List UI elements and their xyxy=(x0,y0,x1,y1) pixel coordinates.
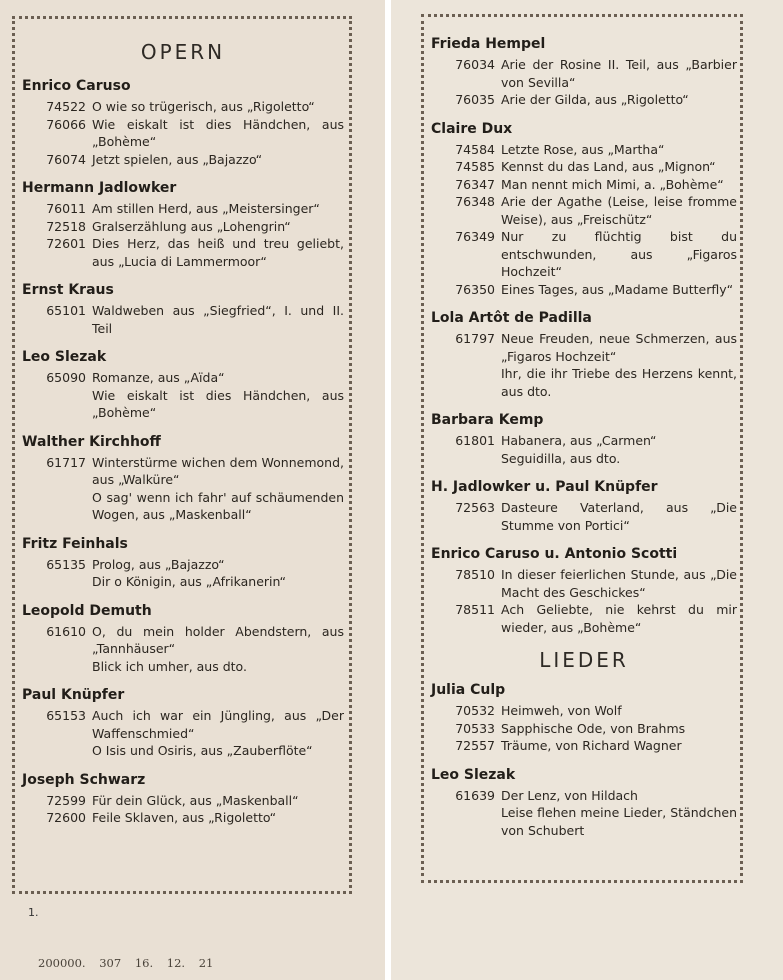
right-page-content xyxy=(431,36,737,851)
record-number: 76349 xyxy=(455,229,495,244)
record-number: 72563 xyxy=(455,500,495,515)
artist-name: Leo Slezak xyxy=(22,349,107,365)
record-entry xyxy=(431,193,737,228)
record-number: 76350 xyxy=(455,281,495,297)
record-entry xyxy=(431,499,737,534)
record-number: 65153 xyxy=(46,708,86,723)
artist-name: Lola Artôt de Padilla xyxy=(431,310,592,326)
record-title: In dieser feierlichen Stunde, aus „Die Macht des Geschickes“ xyxy=(501,567,737,600)
record-title: Man nennt mich Mimi, a. „Bohème“ xyxy=(501,176,724,192)
opern-list-right xyxy=(431,36,737,636)
record-number: 61639 xyxy=(455,787,495,803)
record-title: Seguidilla, aus dto. xyxy=(501,450,621,466)
record-entry xyxy=(22,235,344,270)
record-title: Blick ich umher, aus dto. xyxy=(92,658,247,674)
record-number: 74584 xyxy=(455,141,495,157)
artist-name: Leo Slezak xyxy=(431,766,516,783)
record-title: Eines Tages, aus „Madame Butterfly“ xyxy=(501,281,734,297)
record-entry xyxy=(431,91,737,109)
record-entry xyxy=(22,369,344,387)
record-title: Ihr, die ihr Triebe des Herzens kennt, aus dto. xyxy=(501,366,737,399)
record-title: Dir o Königin, aus „Afrikanerin“ xyxy=(92,574,287,589)
record-title: Sapphische Ode, von Brahms xyxy=(501,720,686,736)
record-number: 72518 xyxy=(46,218,86,234)
record-number: 78510 xyxy=(455,567,495,582)
record-title: Träume, von Richard Wagner xyxy=(501,738,682,753)
record-entry xyxy=(22,556,344,574)
record-entry xyxy=(431,365,737,400)
record-entry xyxy=(431,450,737,468)
record-number: 76034 xyxy=(455,57,495,72)
record-title: Neue Freuden, neue Schmerzen, aus „Figaros Hochzeit“ xyxy=(501,331,737,364)
artist-group xyxy=(22,687,344,760)
record-number: 76074 xyxy=(46,151,86,167)
record-entry xyxy=(22,98,344,116)
record-title: Gralserzählung aus „Lohengrin“ xyxy=(92,218,291,234)
artist-group xyxy=(22,180,344,270)
record-title: Heimweh, von Wolf xyxy=(501,703,622,718)
record-number: 65090 xyxy=(46,370,86,385)
record-entry xyxy=(22,809,344,827)
record-entry xyxy=(22,151,344,169)
artist-group xyxy=(431,546,737,636)
record-entry xyxy=(22,200,344,218)
artist-group xyxy=(22,434,344,524)
record-title: Arie der Gilda, aus „Rigoletto“ xyxy=(501,92,689,107)
record-entry xyxy=(431,720,737,738)
artist-name: Claire Dux xyxy=(431,120,513,137)
record-number: 76066 xyxy=(46,116,86,132)
record-title: Am stillen Herd, aus „Meistersinger“ xyxy=(92,201,320,216)
section-title-lieder: LIEDER xyxy=(539,648,629,672)
record-title: Nur zu flüchtig bist du entschwunden, aus „Figaros Hochzeit“ xyxy=(501,229,737,279)
record-number: 76035 xyxy=(455,92,495,107)
record-entry xyxy=(22,489,344,524)
record-entry xyxy=(22,658,344,676)
record-number: 65135 xyxy=(46,556,86,572)
record-number: 61717 xyxy=(46,454,86,470)
artist-group xyxy=(431,412,737,467)
record-entry xyxy=(431,787,737,805)
artist-name: Ernst Kraus xyxy=(22,282,114,298)
record-number: 61801 xyxy=(455,433,495,448)
artist-name: H. Jadlowker u. Paul Knüpfer xyxy=(431,479,658,495)
artist-group xyxy=(431,682,737,755)
record-title: Dies Herz, das heiß und treu geliebt, aus „Lucia di Lammermoor“ xyxy=(92,236,344,269)
artist-name: Joseph Schwarz xyxy=(22,771,146,788)
record-entry xyxy=(431,566,737,601)
record-number: 72557 xyxy=(455,738,495,753)
record-entry xyxy=(22,302,344,337)
record-title: Auch ich war ein Jüngling, aus „Der Waffenschmied“ xyxy=(92,708,344,741)
record-title: Romanze, aus „Aïda“ xyxy=(92,370,225,385)
record-entry xyxy=(431,281,737,299)
artist-group xyxy=(431,121,737,299)
left-page-content xyxy=(22,40,344,839)
record-entry xyxy=(431,432,737,450)
record-number: 76347 xyxy=(455,176,495,192)
record-title: O, du mein holder Abendstern, aus „Tannhäuser“ xyxy=(92,623,344,656)
record-number: 65101 xyxy=(46,303,86,318)
artist-group xyxy=(431,36,737,109)
artist-group xyxy=(22,282,344,337)
record-title: Jetzt spielen, aus „Bajazzo“ xyxy=(92,151,263,167)
artist-name: Walther Kirchhoff xyxy=(22,433,161,450)
record-entry xyxy=(22,707,344,742)
lieder-list xyxy=(431,682,737,839)
record-title: Letzte Rose, aus „Martha“ xyxy=(501,141,665,157)
record-number: 72600 xyxy=(46,810,86,825)
record-title: O sag' wenn ich fahr' auf schäumenden Wogen, aus „Maskenball“ xyxy=(92,489,344,522)
record-number: 61797 xyxy=(455,331,495,346)
opern-list-left xyxy=(22,78,344,827)
artist-group xyxy=(431,479,737,534)
artist-group xyxy=(431,310,737,400)
record-entry xyxy=(22,573,344,591)
record-title: O Isis und Osiris, aus „Zauberflöte“ xyxy=(92,743,313,758)
record-title: Prolog, aus „Bajazzo“ xyxy=(92,556,225,572)
record-entry xyxy=(22,742,344,760)
record-number: 70533 xyxy=(455,720,495,736)
record-entry xyxy=(431,158,737,176)
record-title: Habanera, aus „Carmen“ xyxy=(501,433,657,448)
record-title: Dasteure Vaterland, aus „Die Stumme von Portici“ xyxy=(501,500,737,533)
print-info: 200000. 307 16. 12. 21 xyxy=(38,956,214,970)
record-title: Wie eiskalt ist dies Händchen, aus „Bohème“ xyxy=(92,387,344,420)
record-entry xyxy=(431,601,737,636)
record-number: 72601 xyxy=(46,236,86,251)
artist-name: Fritz Feinhals xyxy=(22,535,128,552)
record-entry xyxy=(431,228,737,281)
record-title: Ach Geliebte, nie kehrst du mir wieder, aus „Bohème“ xyxy=(501,602,737,635)
record-entry xyxy=(431,330,737,365)
record-title: Der Lenz, von Hildach xyxy=(501,787,638,803)
record-number: 76348 xyxy=(455,194,495,209)
record-title: Arie der Agathe (Leise, leise fromme Weise), aus „Freischütz“ xyxy=(501,194,737,227)
record-entry xyxy=(431,56,737,91)
record-title: Leise flehen meine Lieder, Ständchen von Schubert xyxy=(501,805,737,838)
record-entry xyxy=(22,387,344,422)
artist-group xyxy=(22,603,344,676)
record-number: 72599 xyxy=(46,792,86,808)
artist-name: Paul Knüpfer xyxy=(22,687,125,703)
artist-name: Hermann Jadlowker xyxy=(22,180,177,196)
artist-group xyxy=(22,772,344,827)
record-title: Waldweben aus „Siegfried“, I. und II. Teil xyxy=(92,303,344,336)
record-entry xyxy=(431,702,737,720)
artist-group xyxy=(22,536,344,591)
artist-name: Barbara Kemp xyxy=(431,412,544,428)
artist-name: Enrico Caruso u. Antonio Scotti xyxy=(431,546,678,562)
record-title: Feile Sklaven, aus „Rigoletto“ xyxy=(92,810,277,825)
artist-group xyxy=(431,767,737,840)
artist-group xyxy=(22,78,344,168)
record-title: Arie der Rosine II. Teil, aus „Barbier von Sevilla“ xyxy=(501,57,737,90)
record-entry xyxy=(431,804,737,839)
record-title: Winterstürme wichen dem Wonnemond, aus „Walküre“ xyxy=(92,454,344,487)
record-entry xyxy=(431,141,737,159)
artist-name: Frieda Hempel xyxy=(431,36,546,52)
record-number: 70532 xyxy=(455,703,495,718)
record-entry xyxy=(22,454,344,489)
record-entry xyxy=(22,218,344,236)
record-entry xyxy=(431,737,737,755)
record-number: 74522 xyxy=(46,99,86,114)
record-number: 76011 xyxy=(46,201,86,216)
section-title-opern: OPERN xyxy=(140,40,226,64)
record-entry xyxy=(22,116,344,151)
record-number: 74585 xyxy=(455,159,495,174)
record-number: 78511 xyxy=(455,602,495,617)
record-title: Wie eiskalt ist dies Händchen, aus „Bohème“ xyxy=(92,116,344,149)
left-page xyxy=(0,0,385,980)
page-number: 1. xyxy=(28,906,39,919)
artist-name: Leopold Demuth xyxy=(22,602,152,619)
record-title: O wie so trügerisch, aus „Rigoletto“ xyxy=(92,99,315,114)
record-number: 61610 xyxy=(46,623,86,639)
artist-name: Enrico Caruso xyxy=(22,78,131,94)
record-entry xyxy=(431,176,737,194)
record-title: Kennst du das Land, aus „Mignon“ xyxy=(501,159,716,174)
artist-name: Julia Culp xyxy=(431,682,506,698)
artist-group xyxy=(22,349,344,422)
record-title: Für dein Glück, aus „Maskenball“ xyxy=(92,792,299,808)
record-entry xyxy=(22,792,344,810)
record-entry xyxy=(22,623,344,658)
right-page xyxy=(391,0,783,980)
